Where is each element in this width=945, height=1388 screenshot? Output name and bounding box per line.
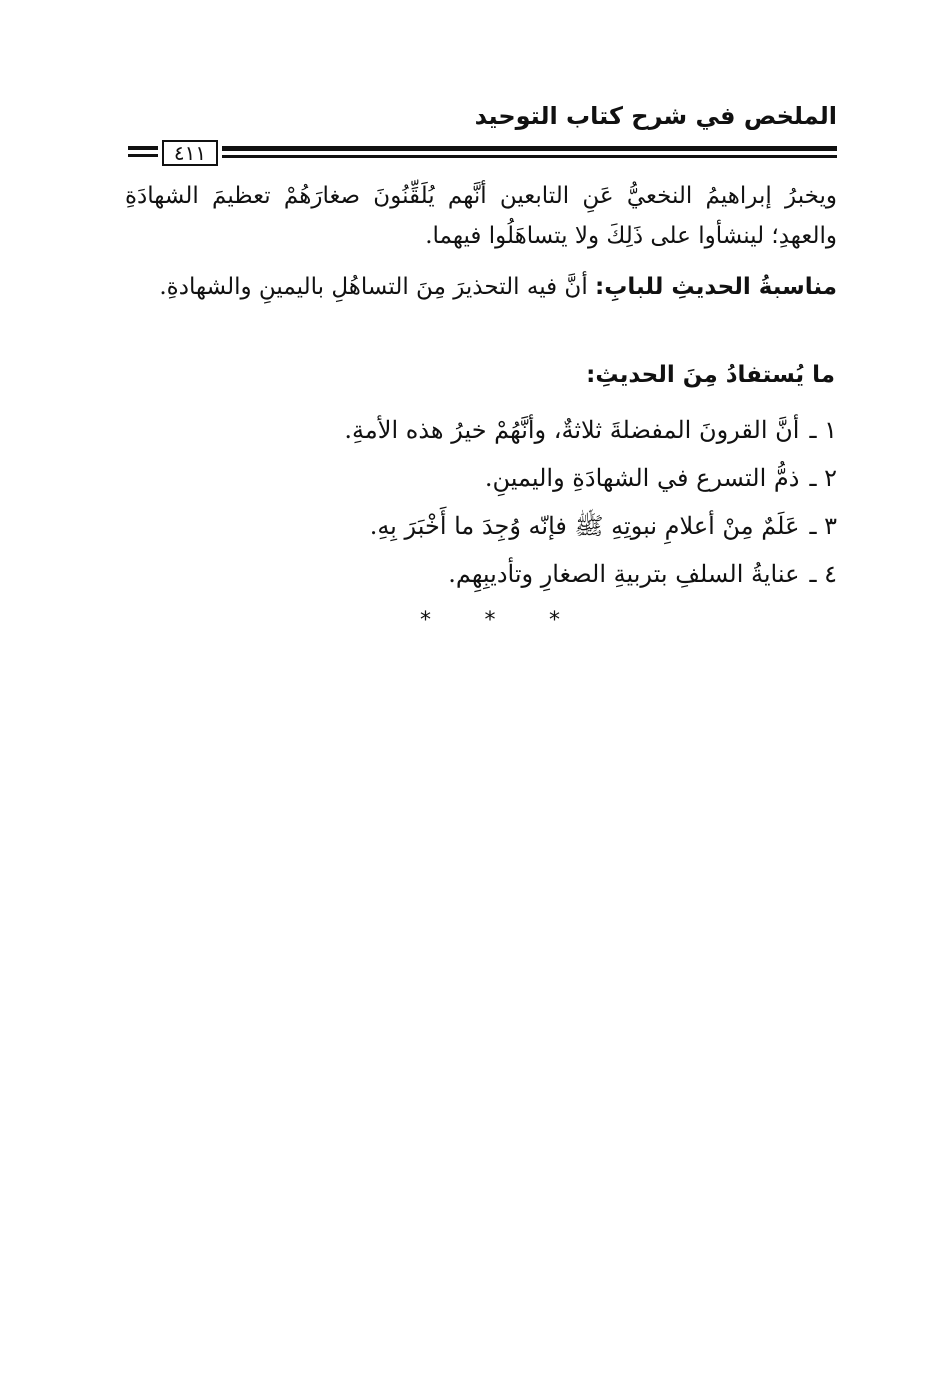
page-number: ٤١١ — [162, 140, 218, 166]
list-item — [107, 552, 837, 600]
list-item-number: ٢ ـ — [809, 464, 837, 492]
list-item-text: أنَّ القرونَ المفضلةَ ثلاثةٌ، وأنَّهُمْ خيرُ هذه الأمةِ. — [344, 416, 800, 444]
relevance-text: أنَّ فيه التحذيرَ مِنَ التساهُلِ باليمينِ والشهادةِ. — [159, 274, 588, 300]
asterisk-icon: * — [420, 608, 431, 633]
list-item — [107, 408, 837, 456]
header-rule-left-thick — [128, 146, 158, 150]
list-item-number: ١ ـ — [809, 416, 837, 444]
paragraph-relevance — [125, 262, 837, 312]
section-separator — [420, 608, 560, 633]
header-rule-left-thin — [128, 154, 158, 157]
benefits-list — [107, 408, 837, 600]
list-item-text: ذمُّ التسرع في الشهادَةِ واليمينِ. — [484, 464, 800, 492]
list-item — [107, 504, 837, 552]
header-rule-thick — [222, 146, 837, 151]
list-item-number: ٤ ـ — [809, 560, 837, 588]
relevance-label: مناسبةُ الحديثِ للبابِ: — [595, 274, 837, 300]
asterisk-icon: * — [549, 608, 560, 633]
list-item-number: ٣ ـ — [809, 512, 837, 540]
benefits-heading: ما يُستفادُ مِنَ الحديثِ: — [586, 362, 835, 388]
asterisk-icon: * — [484, 608, 496, 633]
paragraph-nakhai: ويخبرُ إبراهيمُ النخعيُّ عَنِ التابعين أنَّهم يُلَقِّنُونَ صغارَهُمْ تعظيمَ الشهادَةِ والعهدِ؛ لينشأوا على ذَلِكَ ولا يتساهَلُوا فيهما. — [125, 183, 837, 249]
running-header-title: الملخص في شرح كتاب التوحيد — [474, 102, 837, 130]
list-item-text: عَلَمٌ مِنْ أعلامِ نبوتِهِ ﷺ فإنّه وُجِدَ ما أَخْبَرَ بِهِ. — [369, 512, 800, 540]
header-rule-thin — [222, 155, 837, 158]
list-item — [107, 456, 837, 504]
list-item-text: عنايةُ السلفِ بتربيةِ الصغارِ وتأديبِهِم. — [448, 560, 800, 588]
